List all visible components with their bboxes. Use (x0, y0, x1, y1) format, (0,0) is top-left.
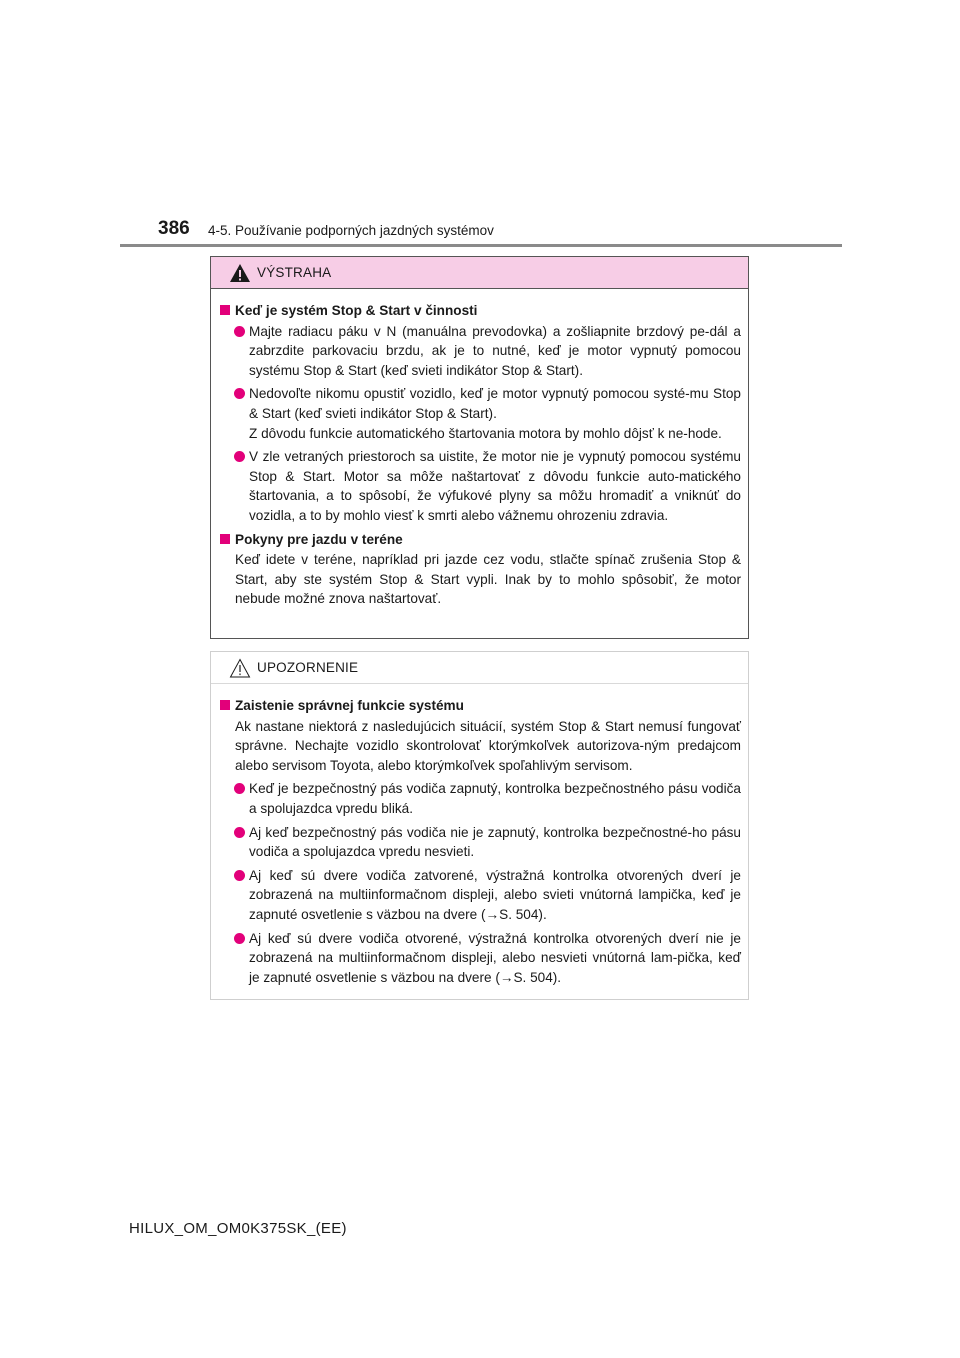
list-item: Aj keď sú dvere vodiča otvorené, výstražná kontrolka otvorených dverí nie je zobrazená na multiinformačnom displeji, alebo nesvieti vnútorná lam-pička, keď je zapnuté osvetlenie s väzbou na dvere (→S. 504). (218, 929, 741, 988)
section-heading: Keď je systém Stop & Start v činnosti (218, 301, 741, 321)
section-text: Ak nastane niektorá z nasledujúcich situácií, systém Stop & Start nemusí fungovať správne. Nechajte vozidlo skontrolovať ktorýmkoľvek autorizova-ným predajcom alebo servisom Toyota, alebo ktorýmkoľvek spoľahlivým servisom. (235, 718, 741, 773)
warning-triangle-icon (229, 263, 251, 283)
caution-box-body (211, 684, 748, 987)
list-item: Aj keď sú dvere vodiča zatvorené, výstražná kontrolka otvorených dverí je zobrazená na multiinformačnom displeji, alebo svieti vnútorná lampička, keď je zapnuté osvetlenie s väzbou na dvere (→S. 504). (218, 866, 741, 925)
list-item: Keď je bezpečnostný pás vodiča zapnutý, kontrolka bezpečnostného pásu vodiča a spolujazdca vpredu bliká. (218, 779, 741, 818)
document-code: HILUX_OM_OM0K375SK_(EE) (129, 1220, 347, 1237)
list-item-text: Nedovoľte nikomu opustiť vozidlo, keď je motor vypnutý pomocou systé-mu Stop & Start (keď svieti indikátor Stop & Start). (249, 386, 741, 421)
section-text: Keď idete v teréne, napríklad pri jazde cez vodu, stlačte spínač zrušenia Stop & Start, aby ste systém Stop & Start vypli. Inak by to mohlo spôsobiť, že motor nebude možné znova naštartovať. (235, 552, 741, 607)
chapter-title: 4-5. Používanie podporných jazdných systémov (208, 223, 494, 238)
page-number: 386 (158, 218, 190, 239)
list-item (218, 384, 741, 443)
list-item: Aj keď bezpečnostný pás vodiča nie je zapnutý, kontrolka bezpečnostné-ho pásu vodiča a spolujazdca vpredu nesvieti. (218, 823, 741, 862)
section-heading: Pokyny pre jazdu v teréne (218, 530, 741, 550)
caution-title: UPOZORNENIE (257, 660, 359, 675)
list-item-note: Z dôvodu funkcie automatického štartovania motora by mohlo dôjsť k ne-hode. (249, 425, 722, 441)
warning-box (210, 256, 749, 639)
warning-title: VÝSTRAHA (257, 265, 332, 280)
list-item: V zle vetraných priestoroch sa uistite, že motor nie je vypnutý pomocou systému Stop & Start. Motor sa môže naštartovať z dôvodu funkcie auto-matického štartovania, a to spôsobí, že výfukové plyny sa môžu hromadiť a vniknúť do vozidla, a to by mohlo viesť k smrti alebo vážnemu ohrozeniu zdravia. (218, 447, 741, 525)
caution-box (210, 651, 749, 1000)
section-heading: Zaistenie správnej funkcie systému (218, 696, 741, 716)
caution-triangle-icon (229, 658, 251, 678)
caution-box-header (211, 652, 748, 684)
header-rule (120, 244, 842, 247)
list-item: Majte radiacu páku v N (manuálna prevodovka) a zošliapnite brzdový pe-dál a zabrzdite parkovaciu brzdu, ak je to nutné, keď je motor vypnutý pomocou systému Stop & Start (keď svieti indikátor Stop & Start). (218, 322, 741, 381)
warning-box-body (211, 289, 748, 609)
warning-box-header (211, 257, 748, 289)
